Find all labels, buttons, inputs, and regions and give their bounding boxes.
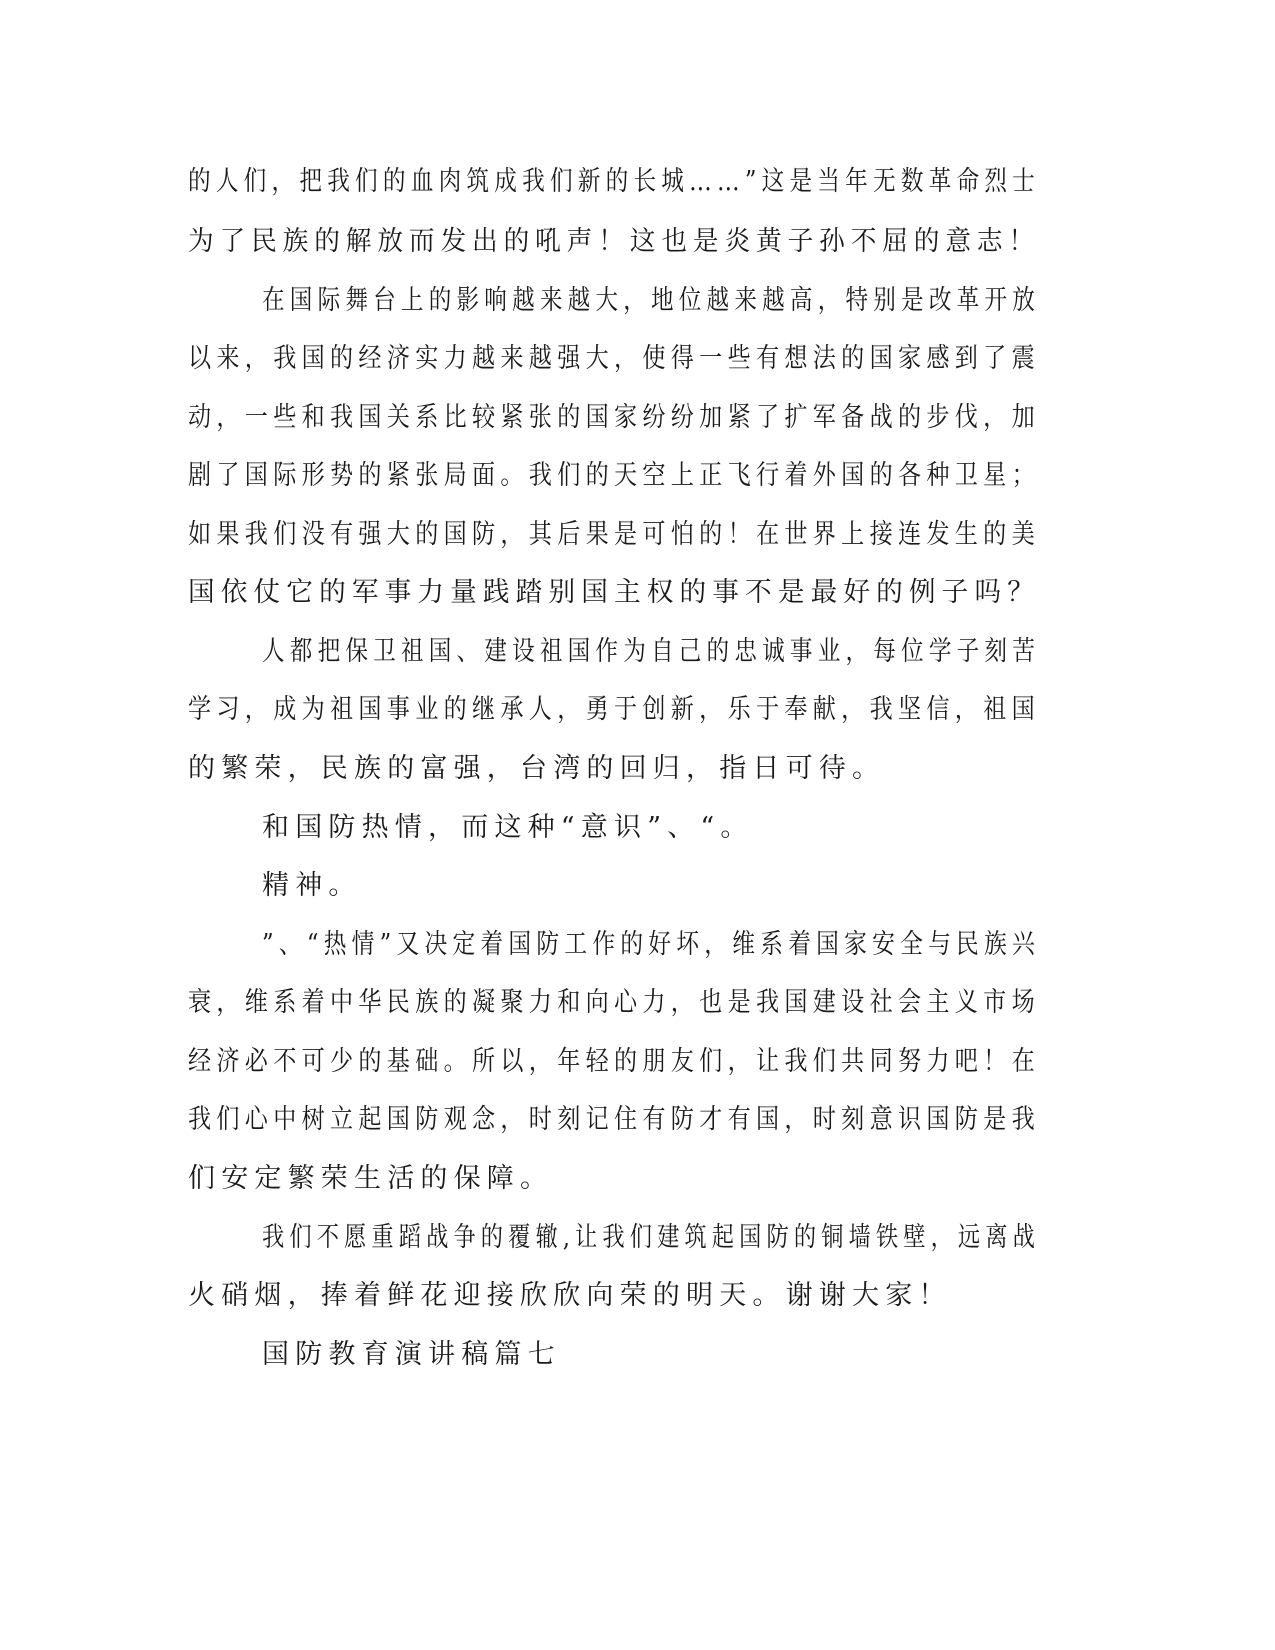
text-line: 的人们，把我们的血肉筑成我们新的长城……”这是当年无数革命烈士 (188, 166, 1041, 197)
text-line: 为了民族的解放而发出的吼声！这也是炎黄子孙不屈的意志！ (188, 226, 1041, 257)
text-line: 经济必不可少的基础。所以，年轻的朋友们，让我们共同努力吧！在 (188, 1046, 1040, 1077)
text-line: 国依仗它的军事力量践踏别国主权的事不是最好的例子吗？ (188, 577, 1040, 608)
paragraph-start-line: ”、“热情”又决定着国防工作的好坏，维系着国家安全与民族兴 (262, 929, 1040, 960)
paragraph-start-line: 精神。 (262, 870, 362, 901)
text-line: 动，一些和我国关系比较紧张的国家纷纷加紧了扩军备战的步伐，加 (188, 402, 1040, 433)
paragraph-start-line: 我们不愿重蹈战争的覆辙,让我们建筑起国防的铜墙铁壁，远离战 (262, 1222, 1040, 1253)
text-line: 们安定繁荣生活的保障。 (188, 1163, 554, 1194)
text-line: 如果我们没有强大的国防，其后果是可怕的！在世界上接连发生的美 (188, 519, 1040, 550)
text-line: 以来，我国的经济实力越来越强大，使得一些有想法的国家感到了震 (188, 343, 1040, 374)
paragraph-start-line: 人都把保卫祖国、建设祖国作为自己的忠诚事业，每位学子刻苦 (262, 636, 1040, 667)
paragraph-start-line: 在国际舞台上的影响越来越大，地位越来越高，特别是改革开放 (262, 285, 1040, 316)
paragraph-start-line: 和国防热情，而这种“意识”、“。 (262, 812, 754, 843)
text-line: 火硝烟，捧着鲜花迎接欣欣向荣的明天。谢谢大家！ (188, 1280, 952, 1311)
text-line: 剧了国际形势的紧张局面。我们的天空上正飞行着外国的各种卫星； (188, 460, 1040, 491)
text-line: 我们心中树立起国防观念，时刻记住有防才有国，时刻意识国防是我 (188, 1104, 1040, 1135)
section-heading: 国防教育演讲稿篇七 (262, 1339, 561, 1370)
text-line: 学习，成为祖国事业的继承人，勇于创新，乐于奉献，我坚信，祖国 (188, 694, 1040, 725)
text-line: 的繁荣，民族的富强，台湾的回归，指日可待。 (188, 753, 886, 784)
text-line: 衰，维系着中华民族的凝聚力和向心力，也是我国建设社会主义市场 (188, 987, 1040, 1018)
